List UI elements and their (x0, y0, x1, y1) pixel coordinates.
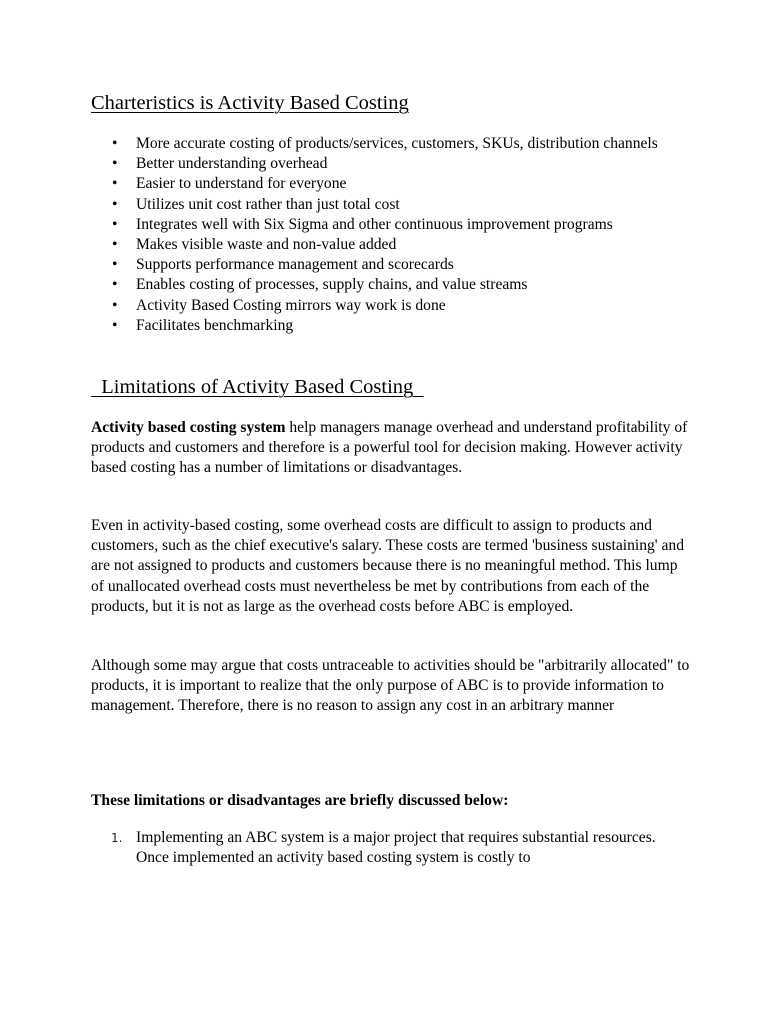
limitations-heading: Limitations of Activity Based Costing (91, 376, 424, 398)
list-item-text: Implementing an ABC system is a major project that requires substantial resources. Once implemented an activity based costing system is costly to (136, 829, 656, 867)
limitations-subheading: These limitations or disadvantages are briefly discussed below: (91, 792, 509, 809)
list-item: • Utilizes unit cost rather than just total cost (91, 195, 691, 215)
intro-bold-term: Activity based costing system (91, 419, 286, 436)
arbitrary-allocation-paragraph: Although some may argue that costs untraceable to activities should be "arbitrarily allocated" to products, it is important to realize that the only purpose of ABC is to provide information to management. Therefore, there is no reason to assign any cost in an arbitrary manner (91, 657, 690, 715)
characteristics-heading: Charteristics is Activity Based Costing (91, 92, 409, 114)
list-item: • Makes visible waste and non-value added (91, 235, 691, 255)
list-item-number: 1. (111, 831, 123, 845)
list-item (91, 828, 691, 868)
list-item: • More accurate costing of products/services, customers, SKUs, distribution channels (91, 134, 691, 154)
limitations-list (91, 828, 691, 868)
list-item: • Enables costing of processes, supply chains, and value streams (91, 275, 691, 295)
list-item: • Easier to understand for everyone (91, 174, 691, 194)
list-item: • Activity Based Costing mirrors way work is done (91, 296, 691, 316)
list-item: • Integrates well with Six Sigma and other continuous improvement programs (91, 215, 691, 235)
list-item: • Facilitates benchmarking (91, 316, 691, 336)
intro-text: help managers manage overhead and understand profitability of products and customers and therefore is a powerful tool for decision making. However activity based costing has a number of limitations or disadvantages. (91, 419, 688, 477)
list-item: • Better understanding overhead (91, 154, 691, 174)
intro-paragraph (91, 418, 691, 479)
characteristics-list (91, 134, 691, 336)
business-sustaining-paragraph: Even in activity-based costing, some overhead costs are difficult to assign to products and customers, such as the chief executive's salary. These costs are termed 'business sustaining' and are not assigned to products and customers because there is no meaningful method. This lump of unallocated overhead costs must nevertheless be met by contributions from each of the products, but it is not as large as the overhead costs before ABC is employed. (91, 517, 685, 615)
list-item: • Supports performance management and scorecards (91, 255, 691, 275)
